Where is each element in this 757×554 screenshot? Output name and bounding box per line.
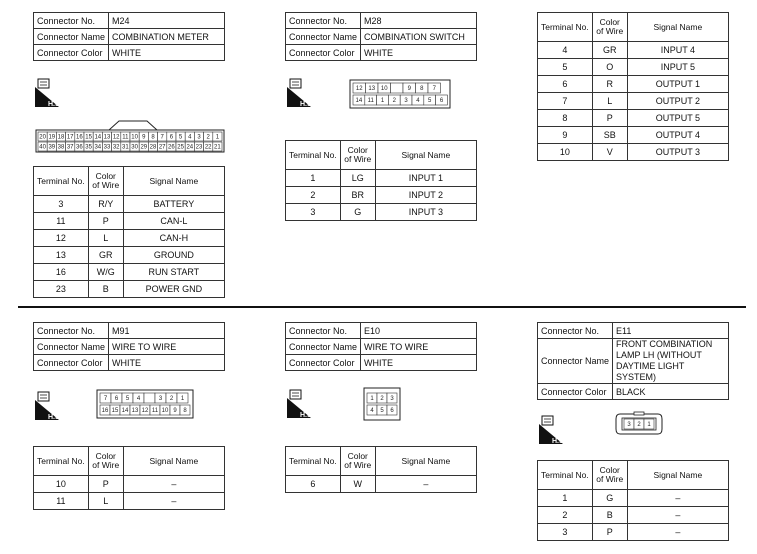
info-value: WHITE bbox=[361, 45, 477, 61]
table-row bbox=[34, 230, 225, 247]
pin-number: 22 bbox=[204, 144, 212, 151]
cell-terminal: 7 bbox=[538, 93, 593, 110]
pin-number: 3 bbox=[404, 98, 408, 105]
pin-number: 27 bbox=[158, 144, 166, 151]
cell-terminal: 2 bbox=[538, 507, 593, 524]
cell-signal: OUTPUT 1 bbox=[627, 76, 728, 93]
table-row bbox=[538, 524, 729, 541]
m91-info-table bbox=[33, 322, 225, 371]
pin-row-bottom bbox=[100, 405, 190, 415]
pin-number: 7 bbox=[160, 134, 164, 141]
pin-row-top bbox=[353, 83, 441, 93]
info-label: Connector Color bbox=[286, 45, 361, 61]
info-label: Connector No. bbox=[286, 323, 361, 339]
pin-number: 33 bbox=[103, 144, 111, 151]
pin-number: 8 bbox=[151, 134, 155, 141]
hs-icon bbox=[287, 77, 314, 109]
cell-terminal: 1 bbox=[538, 490, 593, 507]
info-value: COMBINATION SWITCH bbox=[361, 29, 477, 45]
pin-number: 11 bbox=[367, 98, 374, 105]
pin-row-top bbox=[100, 393, 188, 403]
info-label: Connector Color bbox=[286, 355, 361, 371]
m24-signal-table bbox=[33, 166, 225, 298]
e10-signal-table bbox=[285, 446, 477, 493]
cell-terminal: 3 bbox=[286, 204, 341, 221]
pin-number: 9 bbox=[407, 86, 411, 93]
cell-signal: INPUT 3 bbox=[375, 204, 476, 221]
cell-terminal: 2 bbox=[286, 187, 341, 204]
cell-terminal: 16 bbox=[34, 264, 89, 281]
pin-number: 26 bbox=[168, 144, 175, 151]
cell-signal: BATTERY bbox=[123, 196, 224, 213]
info-value: WHITE bbox=[109, 45, 225, 61]
header-wire-color: Color of Wire bbox=[340, 141, 375, 170]
cell-terminal: 3 bbox=[34, 196, 89, 213]
header-terminal-no: Terminal No. bbox=[538, 461, 593, 490]
pin-number: 6 bbox=[390, 408, 394, 415]
pin-number: 15 bbox=[111, 408, 119, 415]
hs-label: H.S. bbox=[48, 414, 62, 421]
info-value: COMBINATION METER bbox=[109, 29, 225, 45]
pin-number: 9 bbox=[173, 408, 177, 415]
cell-color: SB bbox=[592, 127, 627, 144]
cell-color: B bbox=[88, 281, 123, 298]
pin-number: 6 bbox=[439, 98, 444, 105]
table-row bbox=[538, 59, 729, 76]
pin-number: 5 bbox=[428, 98, 432, 105]
pin-number: 13 bbox=[131, 408, 139, 415]
pin-number: 18 bbox=[57, 134, 65, 141]
info-label: Connector Color bbox=[34, 45, 109, 61]
pin-number: 30 bbox=[131, 144, 138, 151]
pin-number: 4 bbox=[416, 98, 420, 105]
cell-color: P bbox=[88, 213, 123, 230]
hs-label: H.S. bbox=[300, 101, 314, 108]
e10-info-table bbox=[285, 322, 477, 371]
pin-number: 24 bbox=[186, 144, 194, 151]
pin-number: 7 bbox=[103, 396, 108, 403]
pin-number: 7 bbox=[432, 86, 436, 93]
pin-number: 23 bbox=[195, 144, 203, 151]
table-row bbox=[286, 170, 477, 187]
pin-number: 6 bbox=[114, 396, 119, 403]
cell-signal: – bbox=[123, 493, 224, 510]
pin-number: 34 bbox=[94, 144, 102, 151]
pin-row-top bbox=[367, 393, 397, 403]
cell-terminal: 11 bbox=[34, 493, 89, 510]
cell-signal: OUTPUT 3 bbox=[627, 144, 728, 161]
info-value: E11 bbox=[613, 323, 729, 339]
header-signal-name: Signal Name bbox=[627, 13, 728, 42]
info-label: Connector No. bbox=[34, 323, 109, 339]
cell-signal: – bbox=[375, 476, 476, 493]
pin-number: 35 bbox=[85, 144, 92, 151]
pin-number: 3 bbox=[158, 396, 163, 403]
pin-number: 1 bbox=[180, 396, 185, 403]
cell-terminal: 4 bbox=[538, 42, 593, 59]
pin-number: 3 bbox=[197, 134, 201, 141]
info-value: E10 bbox=[361, 323, 477, 339]
pin-number: 11 bbox=[122, 134, 129, 141]
table-row bbox=[538, 507, 729, 524]
info-value: WIRE TO WIRE bbox=[361, 339, 477, 355]
pin-number: 20 bbox=[39, 134, 46, 141]
cell-terminal: 12 bbox=[34, 230, 89, 247]
cell-color: GR bbox=[592, 42, 627, 59]
cell-color: W/G bbox=[88, 264, 123, 281]
info-value: WHITE bbox=[361, 355, 477, 371]
cell-signal: – bbox=[627, 524, 728, 541]
cell-terminal: 5 bbox=[538, 59, 593, 76]
header-signal-name: Signal Name bbox=[123, 447, 224, 476]
cell-signal: INPUT 2 bbox=[375, 187, 476, 204]
pin-number: 16 bbox=[76, 134, 83, 141]
m28-connector-face bbox=[349, 79, 451, 109]
table-row bbox=[34, 493, 225, 510]
pin-number: 2 bbox=[637, 422, 641, 429]
cell-signal: INPUT 1 bbox=[375, 170, 476, 187]
pin-number: 5 bbox=[178, 134, 183, 141]
cell-terminal: 11 bbox=[34, 213, 89, 230]
pin-number: 28 bbox=[149, 144, 157, 151]
table-row bbox=[538, 144, 729, 161]
e11-info-table bbox=[537, 322, 729, 400]
pin-cell bbox=[391, 83, 404, 93]
cell-signal: POWER GND bbox=[123, 281, 224, 298]
table-row bbox=[34, 196, 225, 213]
cell-signal: INPUT 5 bbox=[627, 59, 728, 76]
pin-number: 2 bbox=[392, 98, 396, 105]
info-value: WHITE bbox=[109, 355, 225, 371]
pin-number: 3 bbox=[627, 422, 631, 429]
table-row bbox=[286, 187, 477, 204]
cell-signal: – bbox=[627, 490, 728, 507]
cell-color: V bbox=[592, 144, 627, 161]
pin-number: 12 bbox=[112, 134, 120, 141]
pin-number: 13 bbox=[368, 86, 376, 93]
pin-number: 14 bbox=[355, 98, 363, 105]
info-label: Connector No. bbox=[34, 13, 109, 29]
pin-number: 25 bbox=[177, 144, 184, 151]
cell-signal: RUN START bbox=[123, 264, 224, 281]
info-label: Connector No. bbox=[538, 323, 613, 339]
pin-number: 11 bbox=[151, 408, 159, 415]
pin-number: 9 bbox=[142, 134, 146, 141]
pin-row bbox=[624, 419, 654, 429]
pin-number: 8 bbox=[420, 86, 424, 93]
pin-cell bbox=[144, 393, 155, 403]
header-wire-color: Color of Wire bbox=[88, 167, 123, 196]
hs-label: H.S. bbox=[48, 101, 62, 108]
info-label: Connector Color bbox=[34, 355, 109, 371]
header-terminal-no: Terminal No. bbox=[286, 141, 341, 170]
cell-signal: OUTPUT 5 bbox=[627, 110, 728, 127]
pin-number: 4 bbox=[136, 396, 141, 403]
cell-terminal: 3 bbox=[538, 524, 593, 541]
pin-number: 1 bbox=[380, 98, 385, 105]
cell-color: R bbox=[592, 76, 627, 93]
hs-label: H.S. bbox=[300, 412, 314, 419]
pin-number: 3 bbox=[390, 396, 394, 403]
cell-signal: OUTPUT 2 bbox=[627, 93, 728, 110]
header-signal-name: Signal Name bbox=[375, 141, 476, 170]
pin-number: 37 bbox=[66, 144, 74, 151]
info-value: WIRE TO WIRE bbox=[109, 339, 225, 355]
pin-number: 5 bbox=[380, 408, 384, 415]
table-row bbox=[34, 476, 225, 493]
table-row bbox=[538, 110, 729, 127]
m28-continued-signal-table bbox=[537, 12, 729, 161]
info-value: BLACK bbox=[613, 384, 729, 400]
info-label: Connector Name bbox=[286, 29, 361, 45]
header-wire-color: Color of Wire bbox=[592, 13, 627, 42]
table-row bbox=[34, 213, 225, 230]
hs-icon bbox=[539, 414, 566, 446]
pin-number: 38 bbox=[57, 144, 65, 151]
cell-signal: CAN-L bbox=[123, 213, 224, 230]
e10-connector-face bbox=[363, 387, 401, 421]
info-label: Connector Name bbox=[34, 339, 109, 355]
e11-signal-table bbox=[537, 460, 729, 541]
cell-color: W bbox=[340, 476, 375, 493]
cell-color: BR bbox=[340, 187, 375, 204]
header-terminal-no: Terminal No. bbox=[538, 13, 593, 42]
cell-color: P bbox=[592, 524, 627, 541]
hs-label: H.S. bbox=[552, 438, 566, 445]
cell-signal: OUTPUT 4 bbox=[627, 127, 728, 144]
info-label: Connector No. bbox=[286, 13, 361, 29]
header-terminal-no: Terminal No. bbox=[34, 167, 89, 196]
pin-number: 14 bbox=[94, 134, 102, 141]
pin-number: 1 bbox=[647, 422, 651, 429]
pin-row-bottom bbox=[38, 142, 222, 151]
pin-number: 17 bbox=[66, 134, 74, 141]
cell-terminal: 9 bbox=[538, 127, 593, 144]
pin-number: 36 bbox=[76, 144, 83, 151]
cell-color: LG bbox=[340, 170, 375, 187]
cell-color: P bbox=[88, 476, 123, 493]
cell-signal: – bbox=[627, 507, 728, 524]
pin-number: 5 bbox=[125, 396, 130, 403]
m28-info-table bbox=[285, 12, 477, 61]
cell-terminal: 6 bbox=[286, 476, 341, 493]
header-wire-color: Color of Wire bbox=[340, 447, 375, 476]
header-signal-name: Signal Name bbox=[627, 461, 728, 490]
pin-number: 15 bbox=[85, 134, 92, 141]
pin-number: 40 bbox=[39, 144, 46, 151]
cell-terminal: 1 bbox=[286, 170, 341, 187]
pin-number: 39 bbox=[48, 144, 56, 151]
cell-terminal: 8 bbox=[538, 110, 593, 127]
pin-number: 32 bbox=[112, 144, 120, 151]
info-label: Connector Name bbox=[538, 339, 613, 384]
pin-number: 1 bbox=[215, 134, 220, 141]
cell-terminal: 13 bbox=[34, 247, 89, 264]
cell-terminal: 10 bbox=[538, 144, 593, 161]
cell-signal: CAN-H bbox=[123, 230, 224, 247]
cell-color: B bbox=[592, 507, 627, 524]
table-row bbox=[538, 93, 729, 110]
pin-row-bottom bbox=[353, 95, 447, 105]
cell-color: L bbox=[88, 493, 123, 510]
cell-color: P bbox=[592, 110, 627, 127]
pin-number: 8 bbox=[183, 408, 187, 415]
cell-color: L bbox=[88, 230, 123, 247]
pin-number: 1 bbox=[370, 396, 374, 403]
info-label: Connector Color bbox=[538, 384, 613, 400]
table-row bbox=[538, 127, 729, 144]
pin-number: 19 bbox=[48, 134, 56, 141]
cell-color: G bbox=[592, 490, 627, 507]
pin-number: 21 bbox=[214, 144, 221, 151]
cell-signal: INPUT 4 bbox=[627, 42, 728, 59]
cell-terminal: 23 bbox=[34, 281, 89, 298]
table-row bbox=[538, 42, 729, 59]
cell-color: GR bbox=[88, 247, 123, 264]
pin-number: 4 bbox=[188, 134, 192, 141]
header-terminal-no: Terminal No. bbox=[286, 447, 341, 476]
pin-number: 14 bbox=[121, 408, 129, 415]
cell-terminal: 10 bbox=[34, 476, 89, 493]
info-value: M24 bbox=[109, 13, 225, 29]
e11-connector-face bbox=[614, 411, 664, 437]
pin-number: 16 bbox=[101, 408, 109, 415]
pin-number: 10 bbox=[161, 408, 169, 415]
pin-number: 10 bbox=[131, 134, 138, 141]
pin-number: 13 bbox=[103, 134, 111, 141]
info-label: Connector Name bbox=[34, 29, 109, 45]
hs-icon bbox=[287, 388, 314, 420]
table-row bbox=[34, 281, 225, 298]
header-wire-color: Color of Wire bbox=[592, 461, 627, 490]
pin-number: 31 bbox=[122, 144, 129, 151]
cell-terminal: 6 bbox=[538, 76, 593, 93]
pin-number: 12 bbox=[355, 86, 363, 93]
cell-color: L bbox=[592, 93, 627, 110]
pin-number: 4 bbox=[370, 408, 374, 415]
table-row bbox=[286, 476, 477, 493]
cell-color: G bbox=[340, 204, 375, 221]
m24-info-table bbox=[33, 12, 225, 61]
cell-signal: – bbox=[123, 476, 224, 493]
m24-connector-face bbox=[35, 115, 225, 155]
cell-signal: GROUND bbox=[123, 247, 224, 264]
table-row bbox=[34, 247, 225, 264]
pin-number: 2 bbox=[206, 134, 210, 141]
pin-number: 2 bbox=[169, 396, 174, 403]
info-value: FRONT COMBINATION LAMP LH (WITHOUT DAYTIME LIGHT SYSTEM) bbox=[613, 339, 729, 384]
pin-number: 2 bbox=[380, 396, 384, 403]
header-signal-name: Signal Name bbox=[375, 447, 476, 476]
table-row bbox=[538, 490, 729, 507]
info-label: Connector Name bbox=[286, 339, 361, 355]
header-signal-name: Signal Name bbox=[123, 167, 224, 196]
header-wire-color: Color of Wire bbox=[88, 447, 123, 476]
m91-connector-face bbox=[96, 389, 194, 419]
pin-number: 29 bbox=[140, 144, 148, 151]
hs-icon bbox=[35, 390, 62, 422]
info-value: M91 bbox=[109, 323, 225, 339]
cell-color: O bbox=[592, 59, 627, 76]
header-terminal-no: Terminal No. bbox=[34, 447, 89, 476]
table-row bbox=[286, 204, 477, 221]
m91-signal-table bbox=[33, 446, 225, 510]
pin-number: 12 bbox=[141, 408, 149, 415]
table-row bbox=[538, 76, 729, 93]
pin-number: 6 bbox=[169, 134, 174, 141]
pin-row-bottom bbox=[367, 405, 397, 415]
hs-icon bbox=[35, 77, 62, 109]
section-divider bbox=[18, 306, 746, 308]
cell-color: R/Y bbox=[88, 196, 123, 213]
table-row bbox=[34, 264, 225, 281]
info-value: M28 bbox=[361, 13, 477, 29]
m28-signal-table bbox=[285, 140, 477, 221]
pin-number: 10 bbox=[380, 86, 388, 93]
pin-row-top bbox=[38, 132, 222, 141]
